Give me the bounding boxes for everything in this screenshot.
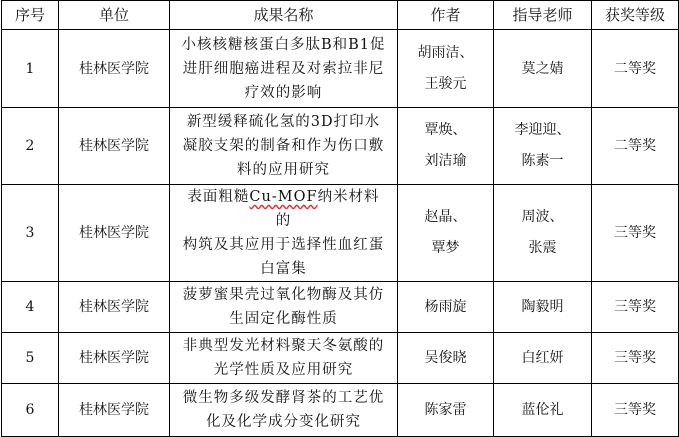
row-title — [170, 185, 398, 282]
title-text: 表面粗糙 — [187, 189, 250, 205]
row-unit: 桂林医学院 — [59, 333, 170, 384]
author-name: 陈家雷 — [424, 402, 467, 418]
title-line: 新型缓释硫化氢的3D打印水 — [186, 114, 381, 130]
table-row — [2, 108, 679, 185]
row-title — [170, 282, 398, 333]
row-unit: 桂林医学院 — [59, 108, 170, 185]
title-line: 疗效的影响 — [244, 84, 323, 101]
row-authors — [398, 30, 494, 108]
advisor-name: 张震 — [528, 240, 557, 256]
author-name: 覃焕、 — [424, 122, 467, 138]
header-award: 获奖等级 — [592, 1, 679, 30]
row-title — [170, 384, 398, 437]
advisor-name: 莫之婧 — [521, 60, 564, 77]
author-name: 王骏元 — [424, 75, 467, 92]
advisor-name: 李迎迎、 — [514, 122, 571, 138]
row-authors — [398, 108, 494, 185]
title-line: 进肝细胞癌进程及对索拉非尼 — [182, 60, 385, 77]
table-row — [2, 185, 679, 282]
row-award: 三等奖 — [592, 185, 679, 282]
row-number: 2 — [2, 108, 59, 185]
advisor-name: 陈素一 — [521, 153, 564, 169]
title-line: 白富集 — [260, 261, 307, 277]
author-name: 刘洁瑜 — [424, 153, 467, 169]
row-number: 1 — [2, 30, 59, 108]
title-line: 光学性质及应用研究 — [213, 362, 354, 378]
advisor-name: 蓝伦礼 — [521, 402, 564, 418]
author-name: 杨雨旋 — [424, 299, 467, 315]
row-unit: 桂林医学院 — [59, 185, 170, 282]
row-unit: 桂林医学院 — [59, 282, 170, 333]
spellcheck-underlined-text: Cu-MOF — [249, 189, 318, 205]
header-advisor: 指导老师 — [494, 1, 592, 30]
row-advisors — [494, 30, 592, 108]
title-line: 微生物多级发酵肾茶的工艺优 — [182, 390, 385, 406]
title-line: 小核核糖核蛋白多肽B和B1促 — [181, 36, 386, 53]
advisor-name: 陶毅明 — [521, 299, 564, 315]
awards-table — [1, 0, 679, 437]
row-unit: 桂林医学院 — [59, 384, 170, 437]
table-header-row — [2, 1, 679, 30]
title-line: 生固定化酶性质 — [229, 311, 338, 327]
author-name: 覃梦 — [431, 240, 460, 256]
title-line: 构筑及其应用于选择性血红蛋 — [182, 237, 385, 253]
title-line: 料的应用研究 — [237, 162, 330, 178]
row-authors — [398, 185, 494, 282]
row-advisors — [494, 282, 592, 333]
row-advisors — [494, 384, 592, 437]
row-authors — [398, 282, 494, 333]
row-number: 6 — [2, 384, 59, 437]
advisor-name: 白红妍 — [521, 350, 564, 366]
title-line: 非典型发光材料聚天冬氨酸的 — [182, 338, 385, 354]
row-advisors — [494, 108, 592, 185]
row-title — [170, 333, 398, 384]
row-award: 二等奖 — [592, 30, 679, 108]
table-row — [2, 333, 679, 384]
row-authors — [398, 333, 494, 384]
row-advisors — [494, 185, 592, 282]
author-name: 胡雨洁、 — [417, 44, 474, 61]
row-title — [170, 30, 398, 108]
row-award: 三等奖 — [592, 282, 679, 333]
row-number: 5 — [2, 333, 59, 384]
author-name: 吴俊晓 — [424, 350, 467, 366]
table-row — [2, 282, 679, 333]
row-unit: 桂林医学院 — [59, 30, 170, 108]
title-line: 菠萝蜜果壳过氧化物酶及其仿 — [182, 287, 385, 303]
title-line: 化及化学成分变化研究 — [206, 414, 361, 430]
header-author: 作者 — [398, 1, 494, 30]
row-award: 三等奖 — [592, 384, 679, 437]
table-row — [2, 30, 679, 108]
row-advisors — [494, 333, 592, 384]
header-unit: 单位 — [59, 1, 170, 30]
header-no: 序号 — [2, 1, 59, 30]
author-name: 赵晶、 — [424, 209, 467, 225]
row-title — [170, 108, 398, 185]
row-award: 三等奖 — [592, 333, 679, 384]
title-line: 凝胶支架的制备和作为伤口敷 — [182, 138, 385, 154]
row-number: 3 — [2, 185, 59, 282]
table-row — [2, 384, 679, 437]
row-authors — [398, 384, 494, 437]
advisor-name: 周波、 — [521, 209, 564, 225]
title-line — [180, 185, 387, 233]
row-number: 4 — [2, 282, 59, 333]
row-award: 二等奖 — [592, 108, 679, 185]
title-text: 纳米材料的 — [275, 189, 380, 229]
header-title: 成果名称 — [170, 1, 398, 30]
